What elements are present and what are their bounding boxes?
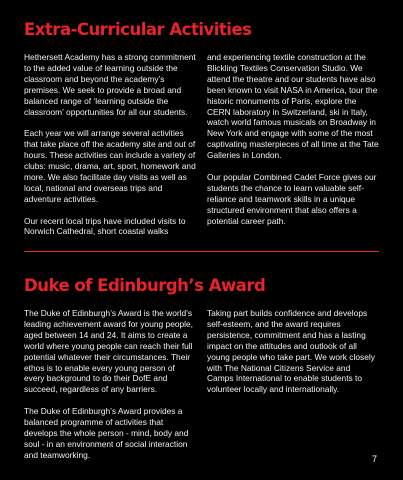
extra-curricular-left-column bbox=[24, 52, 196, 248]
extra-curricular-right-column bbox=[207, 52, 379, 237]
paragraph: Taking part builds confidence and develops self-esteem, and the award requires persistence, commitment and has a lasting impact on the attitudes and outlook of all young people who take part. We work closely with The National Citizens Service and Camps International to enable students to volunteer locally and internationally. bbox=[207, 308, 375, 395]
paragraph: Our recent local trips have included visits to Norwich Cathedral, short coastal walks bbox=[24, 215, 186, 237]
paragraph: Each year we will arrange several activities that take place off the academy site and out of hours. These activities can include a variety of clubs: music, drama, art, sport, homework and more. We also facilitate day visits as well as local, national and overseas trips and adventure activities. bbox=[24, 128, 196, 204]
paragraph: The Duke of Edinburgh’s Award is the world’s leading achievement award for young people, aged between 14 and 24. It aims to create a world where young people can reach their full potential whatever their circumstances. Their ethos is to enable every young person of every background to do their DofE and succeed, regardless of any barriers. bbox=[24, 308, 194, 395]
dofe-right-column bbox=[207, 308, 379, 406]
section-heading-extra-curricular: Extra-Curricular Activities bbox=[24, 20, 252, 39]
paragraph: and experiencing textile construction at the Blickling Textiles Conservation Studio. We attend the theatre and our students have also been known to visit NASA in America, tour the historic monuments of Paris, explore the CERN laboratory in Switzerland, ski in Italy, watch world famous musicals on Broadway in New York and engage with some of the most captivating masterpieces of all time at the Tate Galleries in London. bbox=[207, 52, 379, 161]
dofe-left-column bbox=[24, 308, 196, 472]
paragraph: Our popular Combined Cadet Force gives our students the chance to learn valuable self-reliance and teamwork skills in a unique structured environment that also offers a potential career path. bbox=[207, 171, 377, 226]
paragraph: The Duke of Edinburgh’s Award provides a balanced programme of activities that develops the whole person - mind, body and soul - in an environment of social interaction and teamworking. bbox=[24, 406, 189, 460]
section-divider bbox=[24, 251, 379, 252]
paragraph: Hethersett Academy has a strong commitment to the added value of learning outside the classroom and beyond the academy’s premises. We seek to provide a broad and balanced range of ‘learning outside the classroom’ opportunities for all our students. bbox=[24, 52, 196, 117]
page-number: 7 bbox=[371, 454, 377, 464]
section-heading-duke-of-edinburgh: Duke of Edinburgh’s Award bbox=[24, 276, 266, 295]
